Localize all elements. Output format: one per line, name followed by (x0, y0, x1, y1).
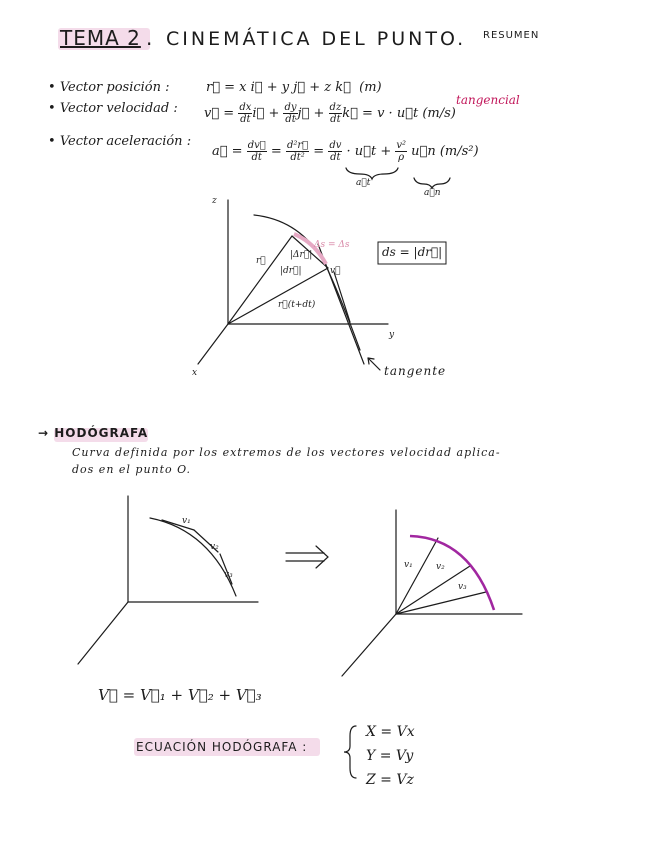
eq-velocidad: v⃗ = $\frac{dx}{dt}$ i⃗ + $\frac{dy}{dt}$ j⃗ + $\frac{dz}{dt}$ k⃗ = v · u⃗t (m/s) (204, 102, 456, 125)
tangent-pointer (368, 358, 380, 370)
title-dot: . (146, 26, 154, 50)
d1-dr-label: |Δr⃗| (290, 250, 313, 260)
eq-aceleracion: a⃗ = $\frac{dv⃗}{dt}$ = $\frac{\text{d²r⃗}}{\text{dt²}}$ = $\frac{dv}{dt}$ · u⃗t + $\frac{\text{v²}}{\rho}$ u⃗n (m/s²) (212, 140, 479, 163)
hodografa-heading: → HODÓGRAFA (38, 426, 149, 440)
eq-x: X = Vx (366, 724, 415, 740)
brace-an-label: a⃗n (424, 188, 441, 198)
eq-posicion: r⃗ = x i⃗ + y j⃗ + z k⃗ (m) (206, 80, 382, 95)
d1-dr2-label: |dr⃗| (280, 266, 302, 276)
hodografa-desc-1: Curva definida por los extremos de los vectores velocidad aplica- (72, 446, 501, 459)
h2-x-axis (342, 614, 396, 676)
h2-vector-v3 (396, 592, 486, 614)
eq-label: ECUACIÓN HODÓGRAFA : (136, 740, 308, 754)
velocity-sum: V⃗ = V⃗₁ + V⃗₂ + V⃗₃ (98, 686, 262, 704)
h1-v2-label: v₂ (210, 542, 219, 552)
h2-v1-label: v₁ (404, 560, 413, 570)
bullet-aceleracion: • Vector aceleración : (48, 134, 192, 149)
d1-r-label: r⃗ (256, 256, 266, 266)
bullet-velocidad: • Vector velocidad : (48, 101, 178, 116)
hodografa-desc-2: dos en el punto O. (72, 463, 192, 476)
title-main: CINEMÁTICA DEL PUNTO. (166, 28, 467, 50)
h2-vector-v1 (396, 538, 438, 614)
h2-v2-label: v₂ (436, 562, 445, 572)
h2-hodograph-curve (410, 536, 494, 610)
implies-head (316, 546, 328, 568)
eq-y: Y = Vy (366, 748, 414, 764)
brace-at (346, 168, 398, 179)
title-sub: RESUMEN (483, 30, 540, 41)
d1-x-axis (198, 324, 228, 364)
note-tangencial: tangencial (456, 93, 520, 107)
d1-vector-r (228, 236, 292, 324)
d1-arc-label: Δs = Δs (314, 240, 350, 250)
bullet-posicion: • Vector posición : (48, 80, 170, 95)
h1-x-axis (78, 602, 128, 664)
h2-v3-label: v₃ (458, 582, 467, 592)
d1-trajectory (254, 215, 360, 350)
h1-v3-label: v₃ (224, 570, 233, 580)
d1-v-label: v⃗ (330, 266, 341, 276)
d1-y-label: y (389, 330, 395, 340)
d1-tangent-label: tangente (384, 364, 447, 378)
d1-z-label: z (212, 196, 217, 206)
d1-x-label: x (192, 368, 198, 378)
brace-an (414, 178, 450, 188)
eq-brace (344, 726, 356, 778)
title-tema: TEMA 2 (60, 26, 141, 50)
eq-z: Z = Vz (366, 772, 414, 788)
h1-v1-label: v₁ (182, 516, 191, 526)
brace-at-label: a⃗t (356, 178, 371, 188)
d1-vector-rtdt (228, 268, 328, 324)
d1-boxed-eq: ds = |dr⃗| (382, 245, 443, 259)
d1-vector-v (334, 272, 350, 322)
d1-rtdt-label: r⃗(t+dt) (278, 300, 316, 310)
